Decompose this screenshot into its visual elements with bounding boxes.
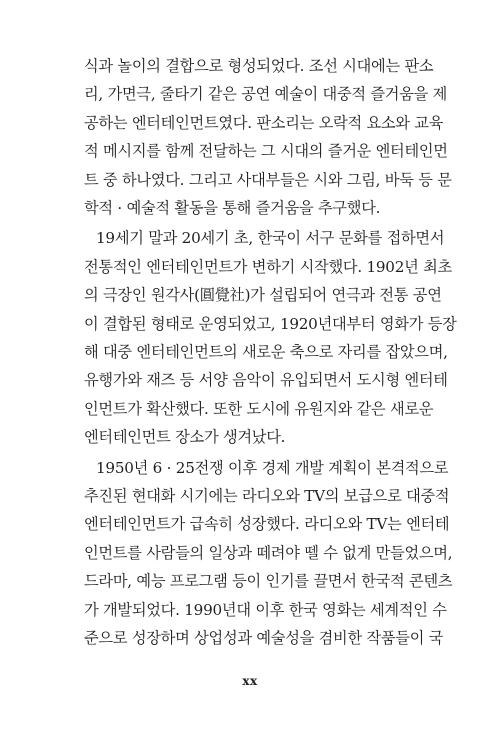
paragraph-first-line: 19세기 말과 20세기 초, 한국이 서구 문화를 접하면서 [96, 229, 445, 247]
paragraph-first-line: 1950년 6 · 25전쟁 이후 경제 개발 계획이 본격적으로 [96, 459, 449, 477]
text-line: 학적 · 예술적 활동을 통해 즐거움을 추구했다. [84, 199, 381, 217]
text-line: 준으로 성장하며 상업성과 예술성을 겸비한 작품들이 국 [84, 629, 444, 647]
text-line: 적 메시지를 함께 전달하는 그 시대의 즐거운 엔터테인먼 [84, 142, 448, 160]
text-line: 트 중 하나였다. 그리고 사대부들은 시와 그림, 바둑 등 문 [84, 171, 452, 189]
text-line: 의 극장인 원각사(圓覺社)가 설립되어 연극과 전통 공연 [84, 286, 442, 304]
text-line: 공하는 엔터테인먼트였다. 판소리는 오락적 요소와 교육 [84, 114, 444, 132]
text-line: 인먼트를 사람들의 일상과 떼려야 뗄 수 없게 만들었으며, [84, 544, 453, 562]
text-line: 리, 가면극, 줄타기 같은 공연 예술이 대중적 즐거움을 제 [84, 85, 448, 103]
text-line: 엔터테인먼트가 급속히 성장했다. 라디오와 TV는 엔터테 [84, 515, 450, 533]
text-line: 유행가와 재즈 등 서양 음악이 유입되면서 도시형 엔터테 [84, 371, 448, 389]
text-line: 식과 놀이의 결합으로 형성되었다. 조선 시대에는 판소 [84, 57, 434, 75]
text-line: 이 결합된 형태로 운영되었고, 1920년대부터 영화가 등장 [84, 315, 457, 333]
text-line: 엔터테인먼트 장소가 생겨났다. [84, 428, 286, 446]
text-line: 해 대중 엔터테인먼트의 새로운 축으로 자리를 잡았으며, [84, 343, 448, 361]
text-line: 추진된 현대화 시기에는 라디오와 TV의 보급으로 대중적 [84, 487, 450, 505]
page-number: xx [242, 674, 258, 688]
text-line: 인먼트가 확산했다. 또한 도시에 유원지와 같은 새로운 [84, 400, 434, 418]
text-line: 가 개발되었다. 1990년대 이후 한국 영화는 세계적인 수 [84, 601, 447, 619]
text-line: 드라마, 예능 프로그램 등이 인기를 끌면서 한국적 콘텐츠 [84, 572, 453, 590]
text-line: 전통적인 엔터테인먼트가 변하기 시작했다. 1902년 최초 [84, 258, 452, 276]
